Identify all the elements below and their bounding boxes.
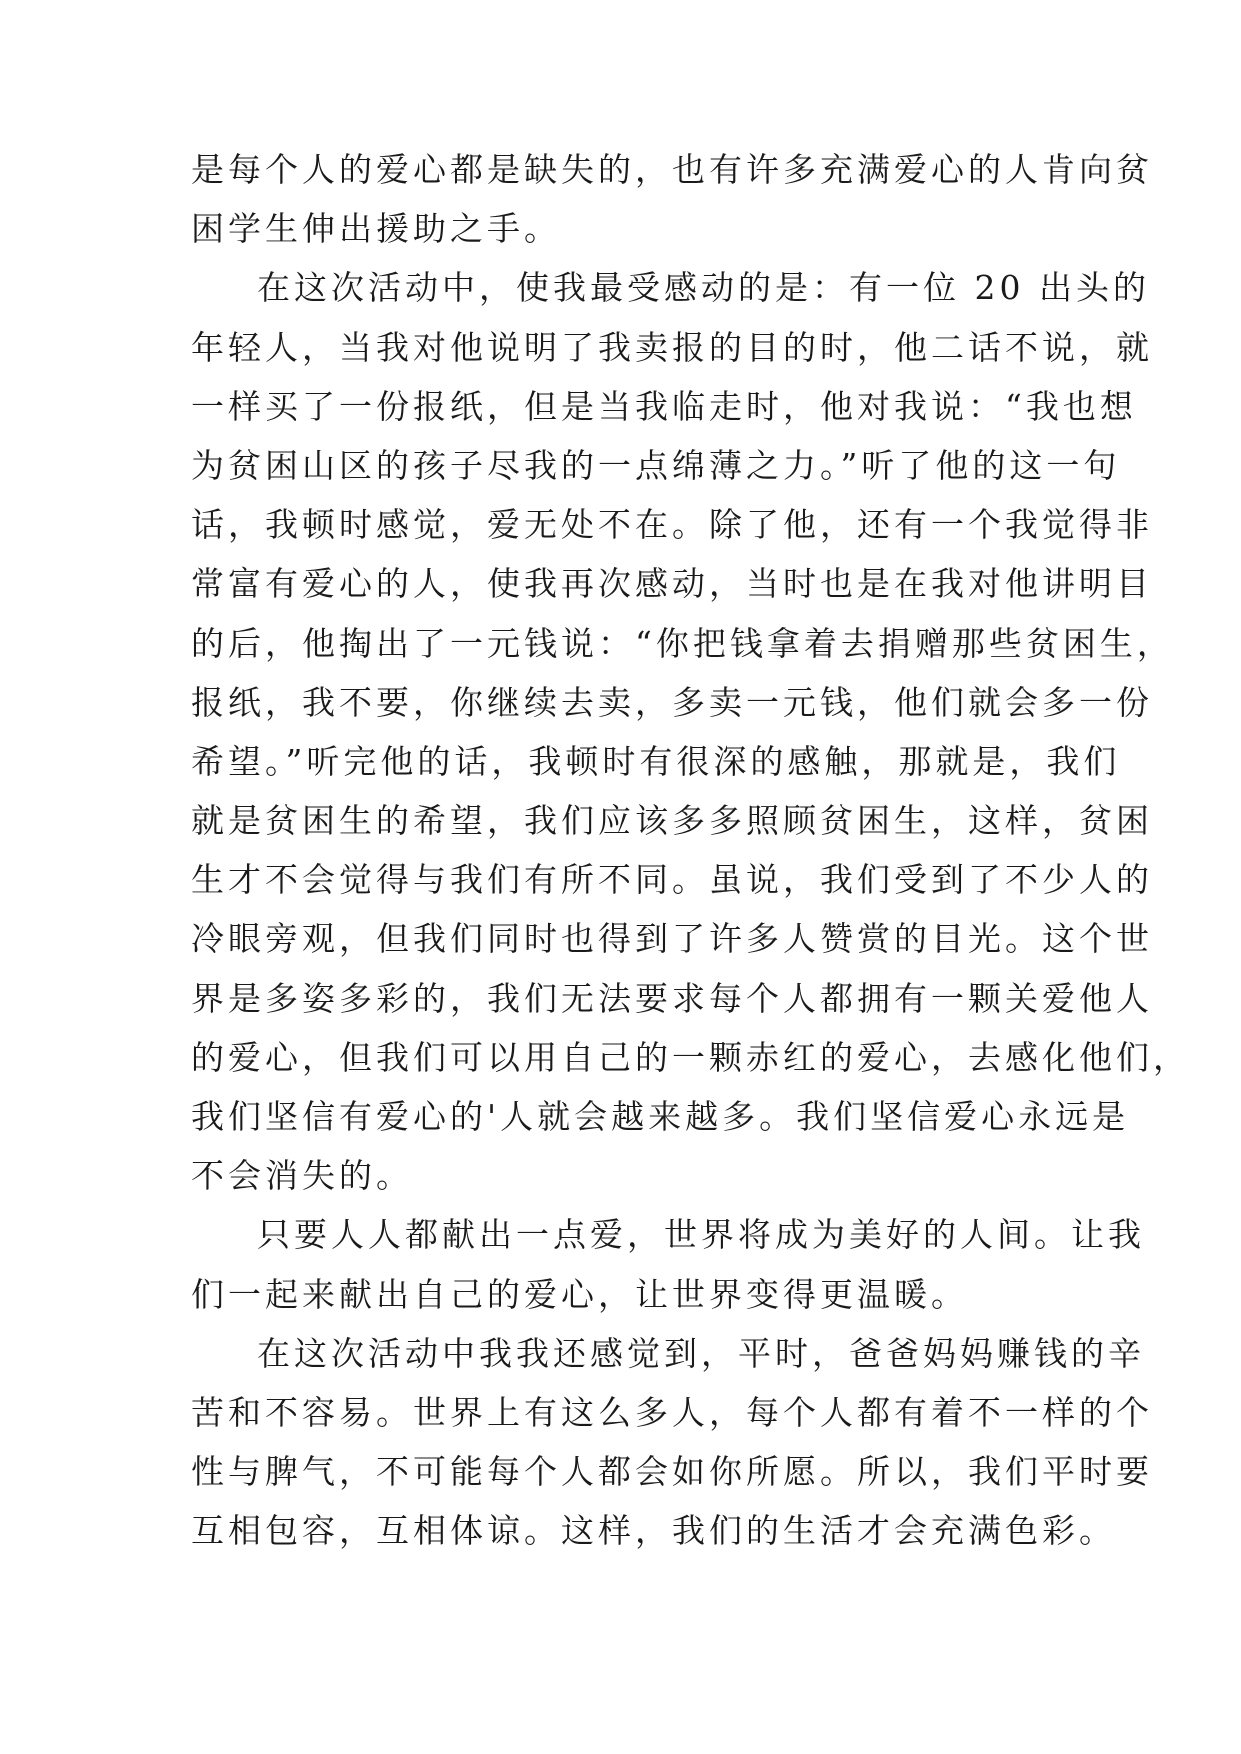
text-line: 希望。”听完他的话，我顿时有很深的感触，那就是，我们 xyxy=(191,741,1121,781)
paragraph-first-line: 只要人人都献出一点爱，世界将成为美好的人间。让我 xyxy=(257,1215,1145,1255)
text-line: 是每个人的爱心都是缺失的，也有许多充满爱心的人肯向贫 xyxy=(191,150,1153,189)
paragraph-first-line: 在这次活动中我我还感觉到，平时，爸爸妈妈赚钱的辛 xyxy=(257,1333,1145,1373)
text-line: 的爱心，但我们可以用自己的一颗赤红的爱心，去感化他们， xyxy=(191,1037,1190,1077)
text-line: 我们坚信有爱心的'人就会越来越多。我们坚信爱心永远是 xyxy=(191,1097,1130,1136)
text-line: 话，我顿时感觉，爱无处不在。除了他，还有一个我觉得非 xyxy=(191,505,1153,545)
paragraph-first-line: 在这次活动中，使我最受感动的是：有一位 20 出头的 xyxy=(257,268,1150,308)
text-line: 为贫困山区的孩子尽我的一点绵薄之力。”听了他的这一句 xyxy=(191,445,1121,485)
text-line: 界是多姿多彩的，我们无法要求每个人都拥有一颗关爱他人 xyxy=(191,978,1153,1018)
text-line: 性与脾气，不可能每个人都会如你所愿。所以，我们平时要 xyxy=(191,1452,1153,1492)
text-line: 冷眼旁观，但我们同时也得到了许多人赞赏的目光。这个世 xyxy=(191,919,1153,959)
document-body xyxy=(191,140,1190,1561)
text-line: 困学生伸出援助之手。 xyxy=(191,209,561,249)
text-line: 们一起来献出自己的爱心，让世界变得更温暖。 xyxy=(191,1274,968,1314)
text-line: 一样买了一份报纸，但是当我临走时，他对我说：“我也想 xyxy=(191,386,1137,426)
text-line: 报纸，我不要，你继续去卖，多卖一元钱，他们就会多一份 xyxy=(191,682,1153,722)
text-line: 的后，他掏出了一元钱说：“你把钱拿着去捐赠那些贫困生， xyxy=(191,623,1174,663)
text-line: 互相包容，互相体谅。这样，我们的生活才会充满色彩。 xyxy=(191,1511,1116,1551)
text-line: 就是贫困生的希望，我们应该多多照顾贫困生，这样，贫困 xyxy=(191,801,1153,841)
text-line: 不会消失的。 xyxy=(191,1156,413,1196)
text-line: 生才不会觉得与我们有所不同。虽说，我们受到了不少人的 xyxy=(191,860,1153,900)
text-line: 年轻人，当我对他说明了我卖报的目的时，他二话不说，就 xyxy=(191,327,1153,367)
text-line: 苦和不容易。世界上有这么多人，每个人都有着不一样的个 xyxy=(191,1392,1153,1432)
text-line: 常富有爱心的人，使我再次感动，当时也是在我对他讲明目 xyxy=(191,564,1153,604)
